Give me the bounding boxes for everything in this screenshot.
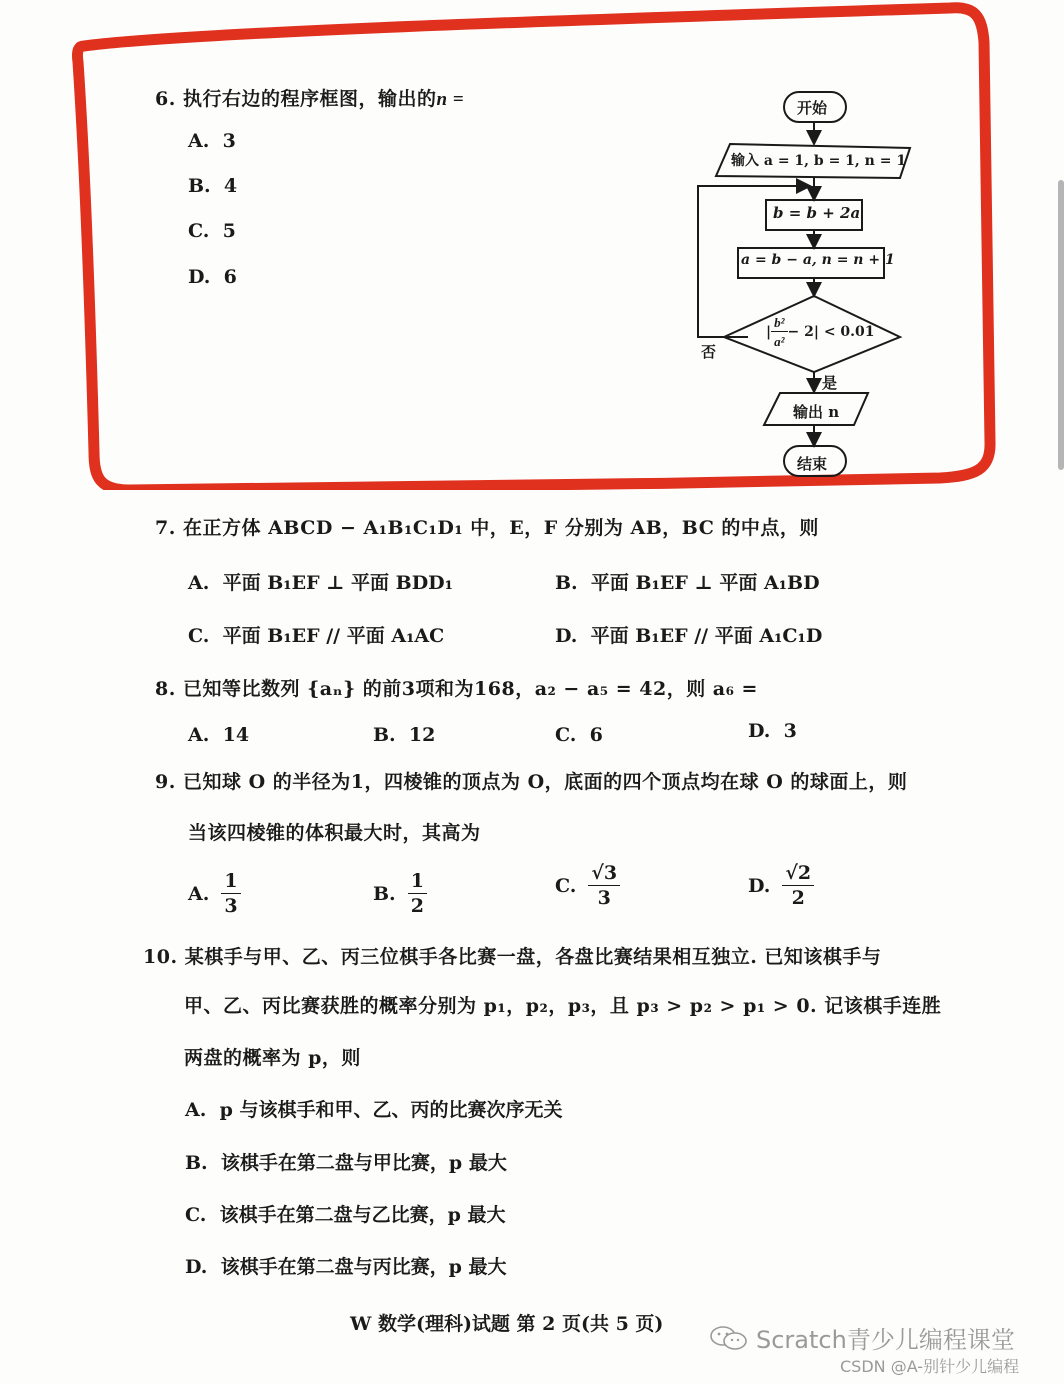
q10-option-c: C. 该棋手在第二盘与乙比赛，p 最大 bbox=[185, 1204, 506, 1226]
q6-option-b: B. 4 bbox=[188, 175, 238, 197]
flowchart-step2-label: a = b − a, n = n + 1 bbox=[741, 252, 895, 268]
q8-option-d: D. 3 bbox=[748, 720, 797, 742]
q6-option-a: A. 3 bbox=[188, 130, 236, 152]
q10-option-d: D. 该棋手在第二盘与丙比赛，p 最大 bbox=[185, 1256, 507, 1278]
q8-option-c: C. 6 bbox=[555, 724, 603, 746]
q7-stem: 7. 在正方体 ABCD − A₁B₁C₁D₁ 中，E，F 分别为 AB，BC 的中点，则 bbox=[155, 517, 819, 539]
q9-option-a: A. $\frac{1}{3}$ bbox=[188, 872, 241, 916]
watermark-line2: CSDN @A-别针少儿编程 bbox=[840, 1357, 1020, 1376]
flowchart-end-label: 结束 bbox=[797, 455, 828, 473]
page-footer: W 数学(理科)试题 第 2 页(共 5 页) bbox=[350, 1313, 664, 1335]
q7-option-c: C. 平面 B₁EF // 平面 A₁AC bbox=[188, 625, 445, 647]
q7-option-b: B. 平面 B₁EF ⊥ 平面 A₁BD bbox=[555, 572, 820, 594]
q9-option-c: C. $\frac{√3}{3}$ bbox=[555, 864, 620, 908]
q10-stem-line2: 甲、乙、丙比赛获胜的概率分别为 p₁，p₂，p₃，且 p₃ > p₂ > p₁ > 0. 记该棋手连胜 bbox=[184, 995, 942, 1017]
q6-option-d: D. 6 bbox=[188, 266, 237, 288]
q6-stem-text: 执行右边的程序框图，输出的 bbox=[182, 88, 437, 110]
flowchart-output-label: 输出 n bbox=[793, 403, 840, 421]
q6-option-c: C. 5 bbox=[188, 220, 236, 242]
watermark-line1: Scratch青少儿编程课堂 bbox=[708, 1320, 1015, 1355]
flowchart-start-label: 开始 bbox=[797, 99, 828, 117]
wechat-icon bbox=[708, 1324, 750, 1352]
q9-option-b: B. $\frac{1}{2}$ bbox=[373, 872, 427, 916]
q6-stem bbox=[155, 84, 464, 111]
flowchart-step1-label: b = b + 2a bbox=[773, 204, 861, 222]
q9-stem-line2: 当该四棱锥的体积最大时，其高为 bbox=[188, 822, 481, 844]
q8-option-b: B. 12 bbox=[373, 724, 436, 746]
q8-stem: 8. 已知等比数列 {aₙ} 的前3项和为168，a₂ − a₅ = 42，则 a₆ = bbox=[155, 678, 758, 700]
vertical-scrollbar[interactable] bbox=[1058, 180, 1064, 470]
q9-option-d: D. $\frac{√2}{2}$ bbox=[748, 864, 814, 908]
flowchart-no-label: 否 bbox=[701, 343, 717, 361]
q9-stem-line1: 9. 已知球 O 的半径为1，四棱锥的顶点为 O，底面的四个顶点均在球 O 的球面上，则 bbox=[155, 771, 908, 793]
flowchart-condition-label: | $\frac{\text{b²}}{\text{a²}}$ − 2| < 0.01 bbox=[766, 315, 875, 349]
program-flowchart bbox=[680, 80, 920, 490]
q6-number: 6. bbox=[155, 88, 176, 110]
q10-stem-line1: 10. 某棋手与甲、乙、丙三位棋手各比赛一盘，各盘比赛结果相互独立. 已知该棋手与 bbox=[143, 946, 882, 968]
q6-stem-var: n = bbox=[436, 89, 465, 110]
flowchart-input-label: 输入 a = 1, b = 1, n = 1 bbox=[731, 153, 907, 169]
q7-option-d: D. 平面 B₁EF // 平面 A₁C₁D bbox=[555, 625, 823, 647]
q10-stem-line3: 两盘的概率为 p，则 bbox=[184, 1047, 361, 1069]
q7-option-a: A. 平面 B₁EF ⊥ 平面 BDD₁ bbox=[188, 572, 453, 594]
q10-option-b: B. 该棋手在第二盘与甲比赛，p 最大 bbox=[185, 1152, 507, 1174]
flowchart-yes-label: 是 bbox=[822, 374, 838, 392]
q8-option-a: A. 14 bbox=[188, 724, 250, 746]
q10-option-a: A. p 与该棋手和甲、乙、丙的比赛次序无关 bbox=[185, 1099, 563, 1121]
